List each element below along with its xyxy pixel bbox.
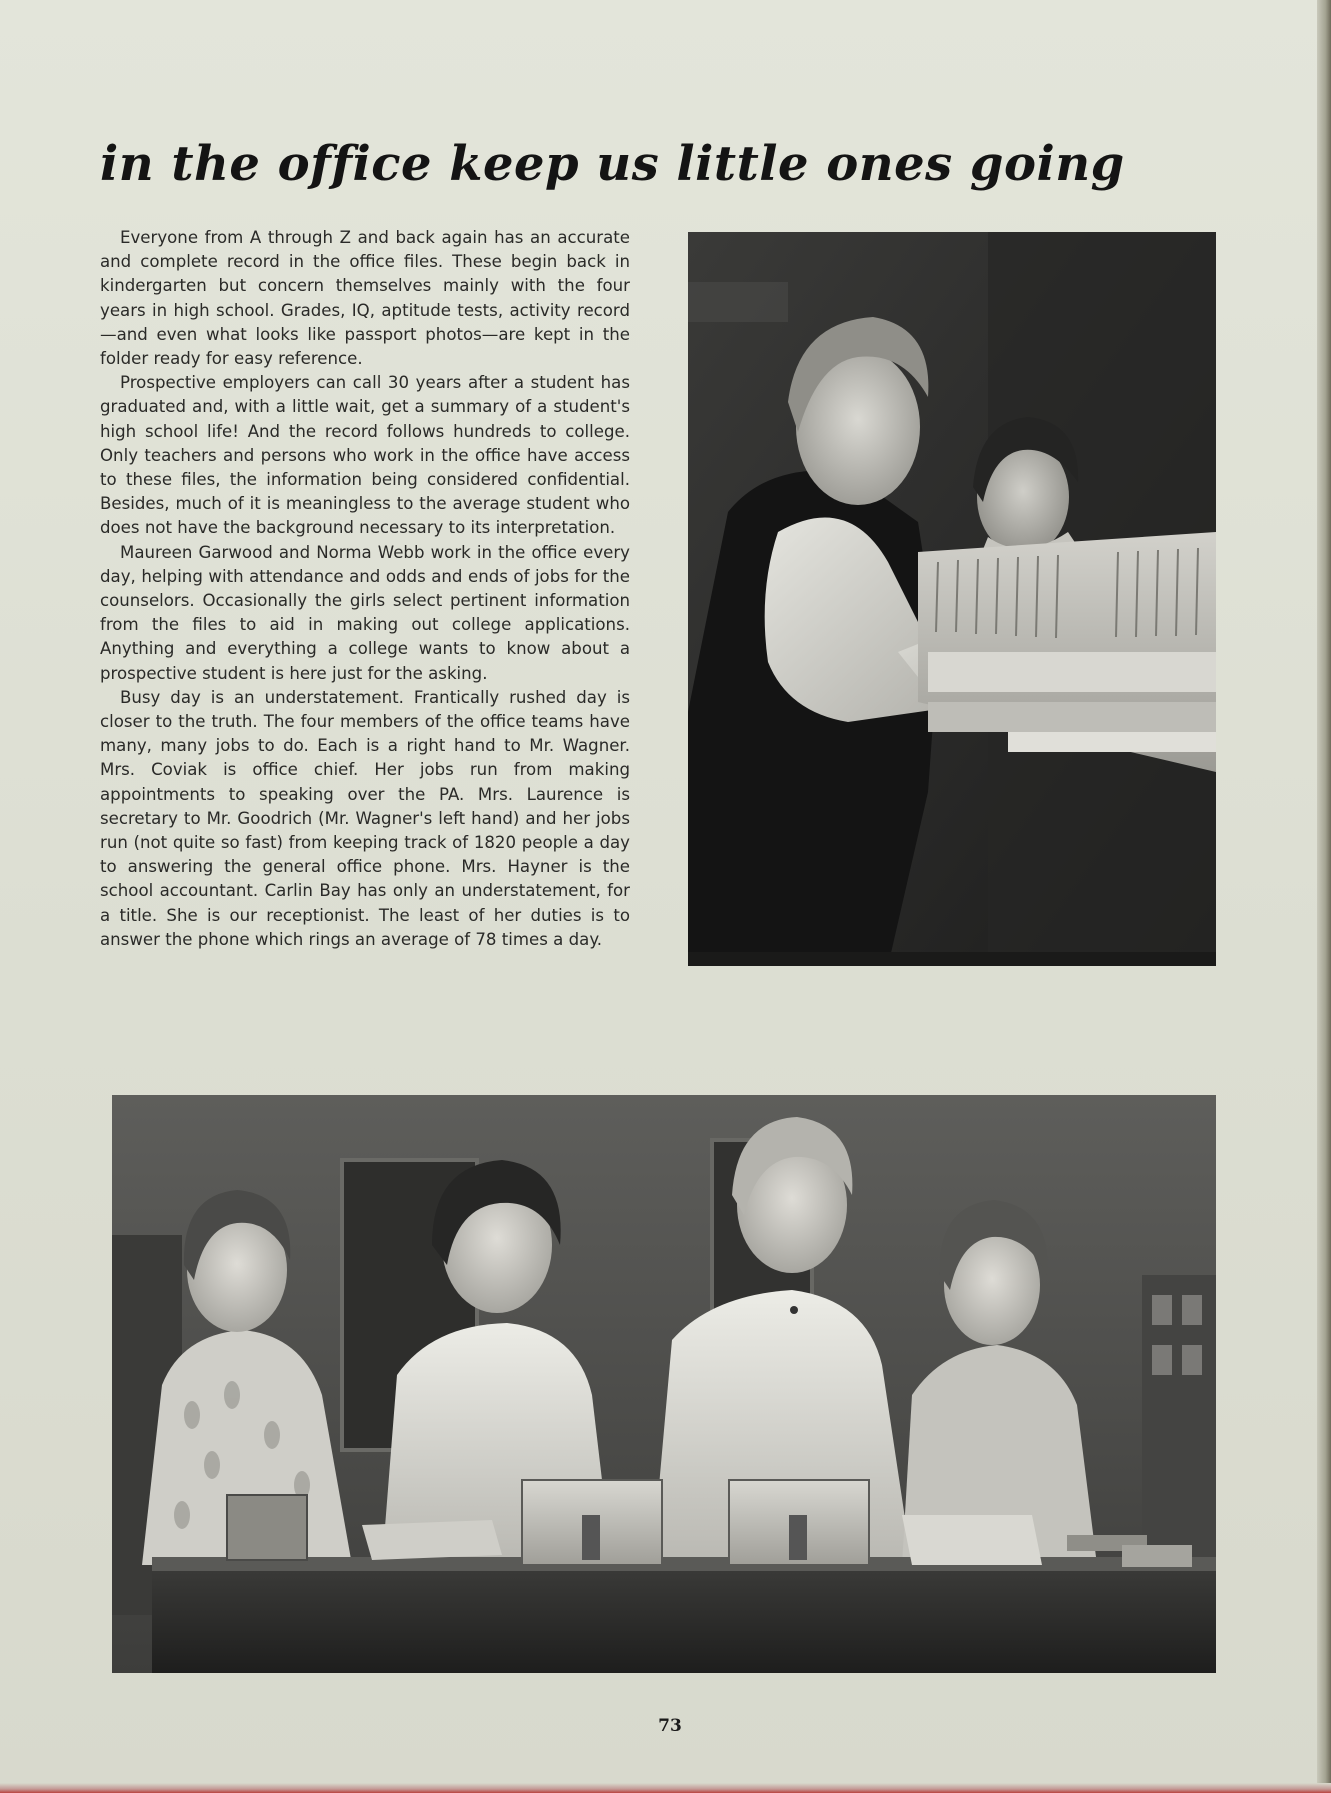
article-body bbox=[100, 226, 630, 952]
photo-students-at-files-image bbox=[688, 232, 1216, 966]
page-number: 73 bbox=[658, 1716, 682, 1736]
paragraph-office-files: Everyone from A through Z and back again has an accurate and complete record in the office files. These begin back in kindergarten but concern themselves mainly with the four years in high school. Grades, IQ, aptitude tests, activity record—and even what looks like passport photos—are kept in the folder ready for easy reference. bbox=[100, 228, 630, 369]
page-headline: in the office keep us little ones going bbox=[100, 136, 1125, 192]
photo-students-at-files bbox=[688, 232, 1216, 966]
paragraph-office-staff: Busy day is an understatement. Frantically rushed day is closer to the truth. The four members of the office teams have many, many jobs to do. Each is a right hand to Mr. Wagner. Mrs. Coviak is office chief. Her jobs run from making appointments to speaking over the PA. Mrs. Laurence is secretary to Mr. Goodrich (Mr. Wagner's left hand) and her jobs run (not quite so fast) from keeping track of 1820 people a day to answering the general office phone. Mrs. Hayner is the school accountant. Carlin Bay has only an understatement, for a title. She is our receptionist. The least of her duties is to answer the phone which rings an average of 78 times a day. bbox=[100, 687, 630, 949]
paragraph-student-helpers: Maureen Garwood and Norma Webb work in the office every day, helping with attendance and odds and ends of jobs for the counselors. Occasionally the girls select pertinent information from the files to aid in making out college applications. Anything and everything a college wants to know about a prospective student is here just for the asking. bbox=[100, 542, 630, 683]
photo-office-staff-image bbox=[112, 1095, 1216, 1673]
page-bottom-edge bbox=[0, 1783, 1331, 1793]
page-edge bbox=[1317, 0, 1331, 1793]
paragraph-prospective-employers: Prospective employers can call 30 years after a student has graduated and, with a little wait, get a summary of a student's high school life! And the record follows hundreds to college. Only teachers and persons who work in the office have access to these files, the information being considered confidential. Besides, much of it is meaningless to the average student who does not have the background necessary to its interpretation. bbox=[100, 373, 630, 538]
photo-office-staff bbox=[112, 1095, 1216, 1673]
